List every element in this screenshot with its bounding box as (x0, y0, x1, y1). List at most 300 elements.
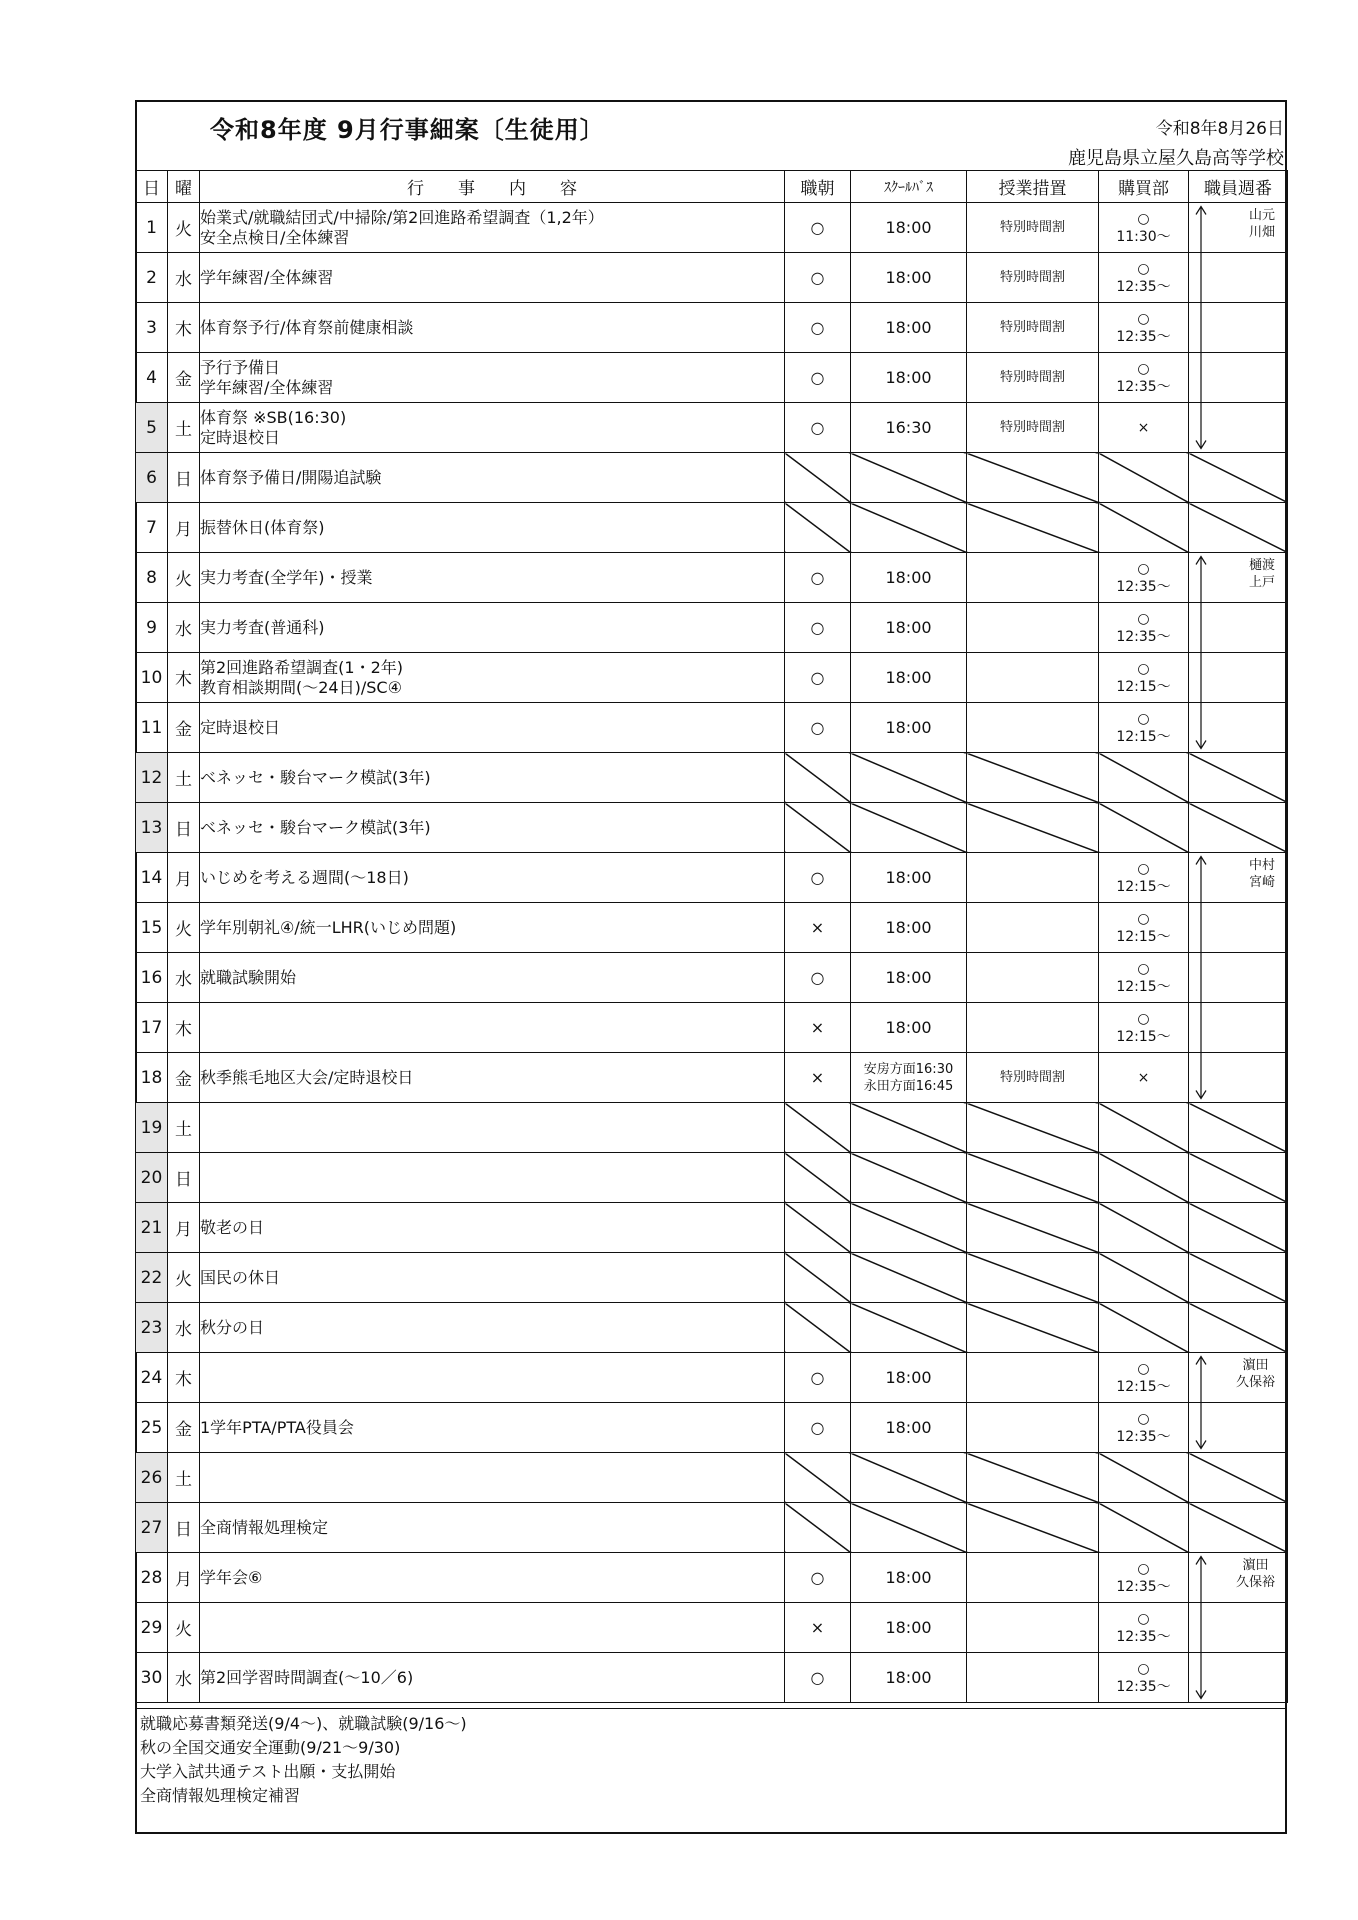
shop-line: ○ (1137, 210, 1150, 227)
day-cell: 28 (136, 1553, 168, 1603)
shop-cell (1099, 853, 1189, 903)
duty-names (1249, 557, 1275, 591)
shop-line: 12:15～ (1116, 678, 1171, 695)
day-cell: 10 (136, 653, 168, 703)
duty-cell (1189, 553, 1288, 603)
bus-line: 18:00 (885, 668, 932, 687)
event-cell (200, 1453, 785, 1503)
morning-cell: ○ (785, 553, 851, 603)
table-row (136, 403, 1288, 453)
weekday-cell: 月 (168, 853, 200, 903)
duty-cell (1189, 953, 1288, 1003)
class-cell (967, 1553, 1099, 1603)
duty-cell-crossed (1189, 753, 1288, 803)
morning-cell: ○ (785, 303, 851, 353)
morning-cell: ○ (785, 203, 851, 253)
duty-names (1249, 857, 1275, 891)
shop-line: 12:35～ (1116, 1628, 1171, 1645)
shop-cell-crossed (1099, 1503, 1189, 1553)
class-cell (967, 1403, 1099, 1453)
weekday-cell: 火 (168, 1603, 200, 1653)
bus-line: 18:00 (885, 918, 932, 937)
table-row (136, 553, 1288, 603)
class-cell: 特別時間割 (967, 303, 1099, 353)
table-row (136, 1553, 1288, 1603)
bus-line: 18:00 (885, 1568, 932, 1587)
class-cell (967, 703, 1099, 753)
weekday-cell: 火 (168, 903, 200, 953)
event-line: 始業式/就職結団式/中掃除/第2回進路希望調査（1,2年） (200, 207, 604, 227)
table-row (136, 253, 1288, 303)
day-cell: 18 (136, 1053, 168, 1103)
class-cell: 特別時間割 (967, 253, 1099, 303)
shop-cell (1099, 253, 1189, 303)
event-line: 定時退校日 (200, 427, 281, 447)
morning-cell: ○ (785, 1653, 851, 1703)
class-cell (967, 1353, 1099, 1403)
morning-cell-crossed (785, 1453, 851, 1503)
day-cell: 27 (136, 1503, 168, 1553)
weekday-cell: 火 (168, 1253, 200, 1303)
table-row (136, 1003, 1288, 1053)
weekday-cell: 火 (168, 203, 200, 253)
bus-cell-crossed (851, 1453, 967, 1503)
day-cell: 24 (136, 1353, 168, 1403)
morning-cell-crossed (785, 453, 851, 503)
duty-names (1236, 1357, 1275, 1391)
event-cell (200, 1603, 785, 1653)
weekday-cell: 月 (168, 1553, 200, 1603)
class-cell-crossed (967, 453, 1099, 503)
event-line: 第2回進路希望調査(1・2年) (200, 657, 404, 677)
shop-cell (1099, 203, 1189, 253)
bus-cell-crossed (851, 503, 967, 553)
shop-cell-crossed (1099, 503, 1189, 553)
bus-line: 18:00 (885, 868, 932, 887)
shop-line: 12:35～ (1116, 1428, 1171, 1445)
table-row (136, 1653, 1288, 1703)
duty-cell-crossed (1189, 453, 1288, 503)
table-row (136, 353, 1288, 403)
bus-cell-crossed (851, 453, 967, 503)
document-date: 令和8年8月26日 (1155, 119, 1284, 139)
event-cell (200, 1003, 785, 1053)
bus-line: 18:00 (885, 1618, 932, 1637)
table-row (136, 303, 1288, 353)
shop-line: ○ (1137, 660, 1150, 677)
event-cell (200, 553, 785, 603)
shop-line: × (1137, 419, 1150, 436)
shop-line: 12:35～ (1116, 378, 1171, 395)
shop-line: ○ (1137, 310, 1150, 327)
bus-line: 18:00 (885, 718, 932, 737)
bus-line: 18:00 (885, 1018, 932, 1037)
event-cell (200, 1103, 785, 1153)
shop-cell (1099, 1353, 1189, 1403)
morning-cell: ○ (785, 1553, 851, 1603)
event-cell (200, 853, 785, 903)
class-cell: 特別時間割 (967, 403, 1099, 453)
notes-divider (135, 1708, 1287, 1709)
class-cell-crossed (967, 1453, 1099, 1503)
morning-cell-crossed (785, 1303, 851, 1353)
weekday-cell: 月 (168, 503, 200, 553)
duty-cell-crossed (1189, 1303, 1288, 1353)
day-cell: 25 (136, 1403, 168, 1453)
bus-cell (851, 1003, 967, 1053)
weekday-cell: 金 (168, 703, 200, 753)
shop-line: ○ (1137, 260, 1150, 277)
table-row (136, 1253, 1288, 1303)
shop-cell (1099, 303, 1189, 353)
shop-line: ○ (1137, 910, 1150, 927)
day-cell: 12 (136, 753, 168, 803)
class-cell-crossed (967, 503, 1099, 553)
table-row (136, 753, 1288, 803)
event-cell (200, 453, 785, 503)
duty-cell (1189, 653, 1288, 703)
event-cell (200, 1053, 785, 1103)
bus-cell (851, 1403, 967, 1453)
morning-cell: × (785, 903, 851, 953)
shop-cell (1099, 353, 1189, 403)
event-line: 学年会⑥ (200, 1567, 263, 1587)
morning-cell: ○ (785, 353, 851, 403)
table-row (136, 703, 1288, 753)
class-cell (967, 1603, 1099, 1653)
weekday-cell: 木 (168, 1353, 200, 1403)
bus-line: 18:00 (885, 968, 932, 987)
shop-line: ○ (1137, 1360, 1150, 1377)
weekday-cell: 火 (168, 553, 200, 603)
shop-cell (1099, 1403, 1189, 1453)
event-line: 教育相談期間(～24日)/SC④ (200, 677, 402, 697)
class-cell-crossed (967, 753, 1099, 803)
bus-cell (851, 353, 967, 403)
event-cell (200, 1503, 785, 1553)
schedule-table (135, 170, 1288, 1703)
shop-line: ○ (1137, 1610, 1150, 1627)
duty-cell (1189, 403, 1288, 453)
col-dow: 曜 (168, 171, 200, 203)
event-cell (200, 753, 785, 803)
day-cell: 22 (136, 1253, 168, 1303)
day-cell: 6 (136, 453, 168, 503)
event-cell (200, 353, 785, 403)
morning-cell-crossed (785, 1503, 851, 1553)
shop-line: 11:30～ (1116, 228, 1171, 245)
shop-cell-crossed (1099, 1303, 1189, 1353)
day-cell: 29 (136, 1603, 168, 1653)
event-cell (200, 1253, 785, 1303)
duty-names (1249, 207, 1275, 241)
event-cell (200, 253, 785, 303)
shop-cell (1099, 1003, 1189, 1053)
shop-cell-crossed (1099, 1253, 1189, 1303)
shop-cell (1099, 953, 1189, 1003)
duty-cell (1189, 1403, 1288, 1453)
event-line: 学年練習/全体練習 (200, 377, 334, 397)
shop-cell (1099, 903, 1189, 953)
shop-line: 12:35～ (1116, 328, 1171, 345)
shop-cell (1099, 703, 1189, 753)
duty-cell (1189, 203, 1288, 253)
class-cell (967, 653, 1099, 703)
duty-cell (1189, 703, 1288, 753)
event-line: 秋季熊毛地区大会/定時退校日 (200, 1067, 414, 1087)
event-cell (200, 1153, 785, 1203)
bus-line: 18:00 (885, 1668, 932, 1687)
duty-name: 宮崎 (1248, 875, 1275, 890)
weekday-cell: 土 (168, 1103, 200, 1153)
note-line: 大学入試共通テスト出願・支払開始 (140, 1762, 396, 1781)
weekday-cell: 木 (168, 303, 200, 353)
shop-line: 12:35～ (1116, 628, 1171, 645)
morning-cell: ○ (785, 853, 851, 903)
morning-cell: ○ (785, 403, 851, 453)
table-row (136, 1403, 1288, 1453)
day-cell: 13 (136, 803, 168, 853)
weekday-cell: 日 (168, 453, 200, 503)
weekday-cell: 日 (168, 1153, 200, 1203)
duty-name: 久保裕 (1235, 1575, 1275, 1590)
bus-cell-crossed (851, 753, 967, 803)
morning-cell: × (785, 1053, 851, 1103)
event-cell (200, 1553, 785, 1603)
table-row (136, 1153, 1288, 1203)
shop-line: 12:15～ (1116, 978, 1171, 995)
morning-cell-crossed (785, 1203, 851, 1253)
table-row (136, 1353, 1288, 1403)
bus-cell-crossed (851, 1253, 967, 1303)
shop-line: 12:35～ (1116, 1678, 1171, 1695)
class-cell: 特別時間割 (967, 1053, 1099, 1103)
bus-cell (851, 253, 967, 303)
shop-line: ○ (1137, 710, 1150, 727)
event-cell (200, 1303, 785, 1353)
bus-cell-crossed (851, 1303, 967, 1353)
shop-line: 12:35～ (1116, 578, 1171, 595)
header-row (136, 171, 1288, 203)
shop-line: 12:15～ (1116, 728, 1171, 745)
event-line: 学年別朝礼④/統一LHR(いじめ問題) (200, 917, 457, 937)
notes-section (140, 1712, 467, 1808)
table-row (136, 1603, 1288, 1653)
event-cell (200, 203, 785, 253)
table-row (136, 503, 1288, 553)
duty-cell (1189, 353, 1288, 403)
bus-cell (851, 1653, 967, 1703)
class-cell (967, 953, 1099, 1003)
day-cell: 26 (136, 1453, 168, 1503)
table-row (136, 953, 1288, 1003)
class-cell: 特別時間割 (967, 203, 1099, 253)
weekday-cell: 金 (168, 353, 200, 403)
morning-cell: ○ (785, 953, 851, 1003)
shop-line: ○ (1137, 860, 1150, 877)
duty-cell-crossed (1189, 1503, 1288, 1553)
bus-line: 18:00 (885, 318, 932, 337)
day-cell: 20 (136, 1153, 168, 1203)
event-line: 予行予備日 (200, 357, 281, 377)
weekday-cell: 木 (168, 1003, 200, 1053)
shop-line: 12:15～ (1116, 1028, 1171, 1045)
duty-name: 濵田 (1242, 1558, 1269, 1573)
bus-cell (851, 953, 967, 1003)
bus-cell-crossed (851, 1153, 967, 1203)
bus-line: 18:00 (885, 1368, 932, 1387)
weekday-cell: 水 (168, 253, 200, 303)
shop-cell-crossed (1099, 1453, 1189, 1503)
event-line: いじめを考える週間(～18日) (200, 867, 409, 887)
bus-cell (851, 1053, 967, 1103)
col-shop: 購買部 (1099, 171, 1189, 203)
event-cell (200, 653, 785, 703)
morning-cell: ○ (785, 653, 851, 703)
duty-names (1236, 1557, 1275, 1591)
duty-cell (1189, 1053, 1288, 1103)
event-cell (200, 303, 785, 353)
shop-cell-crossed (1099, 803, 1189, 853)
morning-cell-crossed (785, 1253, 851, 1303)
duty-name: 中村 (1248, 858, 1275, 873)
event-cell (200, 1653, 785, 1703)
duty-cell-crossed (1189, 1203, 1288, 1253)
bus-cell-crossed (851, 1103, 967, 1153)
event-line: 定時退校日 (200, 717, 281, 737)
duty-name: 川畑 (1248, 225, 1275, 240)
note-line: 秋の全国交通安全運動(9/21～9/30) (140, 1738, 401, 1757)
table-row (136, 853, 1288, 903)
col-day: 日 (136, 171, 168, 203)
event-line: 体育祭予行/体育祭前健康相談 (200, 317, 414, 337)
event-line: 全商情報処理検定 (200, 1517, 329, 1537)
weekday-cell: 土 (168, 753, 200, 803)
schedule-body (136, 203, 1288, 1703)
class-cell-crossed (967, 1103, 1099, 1153)
event-line: 実力考査(全学年)・授業 (200, 567, 373, 587)
duty-cell-crossed (1189, 1253, 1288, 1303)
shop-cell-crossed (1099, 753, 1189, 803)
col-events: 行 事 内 容 (200, 171, 785, 203)
event-line: 体育祭予備日/開陽追試験 (200, 467, 382, 487)
weekday-cell: 金 (168, 1403, 200, 1453)
duty-cell (1189, 903, 1288, 953)
shop-line: 12:35～ (1116, 278, 1171, 295)
shop-cell (1099, 1553, 1189, 1603)
weekday-cell: 日 (168, 803, 200, 853)
class-cell (967, 903, 1099, 953)
table-row (136, 1053, 1288, 1103)
bus-cell-crossed (851, 1203, 967, 1253)
shop-line: ○ (1137, 1660, 1150, 1677)
class-cell (967, 1003, 1099, 1053)
class-cell: 特別時間割 (967, 353, 1099, 403)
morning-cell-crossed (785, 803, 851, 853)
day-cell: 9 (136, 603, 168, 653)
day-cell: 19 (136, 1103, 168, 1153)
shop-line: 12:15～ (1116, 928, 1171, 945)
class-cell-crossed (967, 1153, 1099, 1203)
event-line: 振替休日(体育祭) (200, 517, 325, 537)
duty-cell (1189, 253, 1288, 303)
event-cell (200, 603, 785, 653)
shop-line: 12:15～ (1116, 878, 1171, 895)
morning-cell: ○ (785, 1353, 851, 1403)
weekday-cell: 木 (168, 653, 200, 703)
table-row (136, 1503, 1288, 1553)
weekday-cell: 土 (168, 1453, 200, 1503)
shop-cell (1099, 1653, 1189, 1703)
duty-cell (1189, 303, 1288, 353)
day-cell: 23 (136, 1303, 168, 1353)
event-line: 敬老の日 (200, 1217, 265, 1237)
shop-line: ○ (1137, 1560, 1150, 1577)
morning-cell: ○ (785, 1403, 851, 1453)
class-cell-crossed (967, 1303, 1099, 1353)
shop-cell (1099, 403, 1189, 453)
duty-name: 山元 (1248, 208, 1275, 223)
class-cell-crossed (967, 1253, 1099, 1303)
day-cell: 5 (136, 403, 168, 453)
shop-line: 12:35～ (1116, 1578, 1171, 1595)
bus-cell (851, 1603, 967, 1653)
weekday-cell: 水 (168, 1653, 200, 1703)
col-bus: ｽｸｰﾙﾊﾞｽ (851, 171, 967, 203)
event-line: 第2回学習時間調査(～10／6) (200, 1667, 414, 1687)
table-row (136, 453, 1288, 503)
duty-name: 久保裕 (1235, 1375, 1275, 1390)
table-row (136, 1453, 1288, 1503)
morning-cell: × (785, 1603, 851, 1653)
bus-cell (851, 653, 967, 703)
shop-cell-crossed (1099, 1203, 1189, 1253)
duty-cell-crossed (1189, 1153, 1288, 1203)
bus-cell (851, 903, 967, 953)
event-cell (200, 703, 785, 753)
bus-cell-crossed (851, 803, 967, 853)
duty-cell (1189, 1353, 1288, 1403)
bus-cell (851, 853, 967, 903)
table-row (136, 203, 1288, 253)
shop-cell-crossed (1099, 1103, 1189, 1153)
event-cell (200, 503, 785, 553)
shop-cell (1099, 1053, 1189, 1103)
duty-name: 上戸 (1248, 575, 1275, 590)
duty-name: 樋渡 (1248, 558, 1275, 573)
event-cell (200, 403, 785, 453)
morning-cell: × (785, 1003, 851, 1053)
morning-cell: ○ (785, 603, 851, 653)
duty-cell (1189, 1003, 1288, 1053)
table-row (136, 803, 1288, 853)
event-cell (200, 1203, 785, 1253)
class-cell (967, 603, 1099, 653)
day-cell: 17 (136, 1003, 168, 1053)
class-cell-crossed (967, 1203, 1099, 1253)
event-line: ベネッセ・駿台マーク模試(3年) (200, 817, 431, 837)
table-row (136, 603, 1288, 653)
table-row (136, 653, 1288, 703)
duty-cell (1189, 1603, 1288, 1653)
day-cell: 1 (136, 203, 168, 253)
bus-line: 安房方面16:30 (863, 1061, 954, 1077)
morning-cell-crossed (785, 753, 851, 803)
day-cell: 21 (136, 1203, 168, 1253)
day-cell: 16 (136, 953, 168, 1003)
morning-cell: ○ (785, 253, 851, 303)
bus-cell (851, 303, 967, 353)
